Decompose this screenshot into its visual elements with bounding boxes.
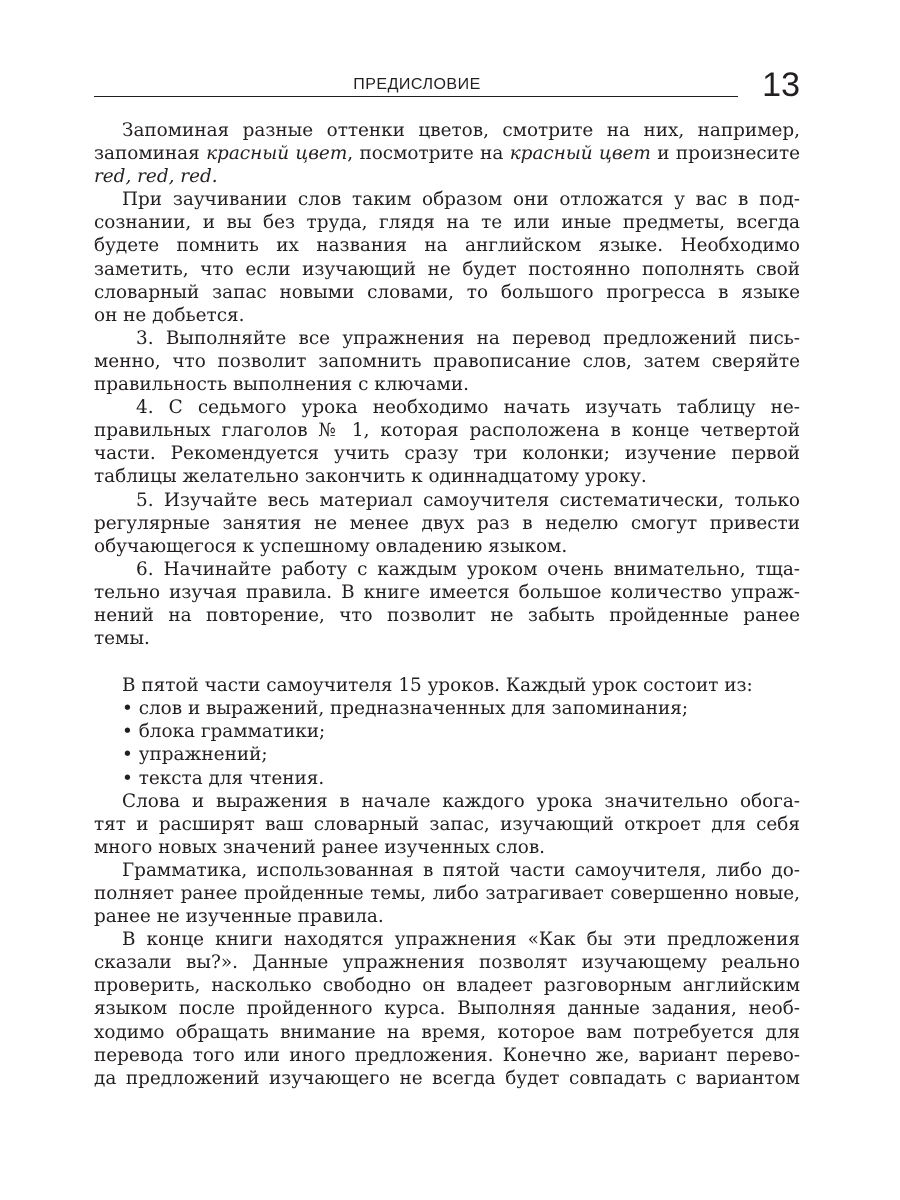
text-line: перевода того или иного предложения. Конечно же, вариант перево- (94, 1044, 800, 1066)
text-line: проверить, насколько свободно он владеет разговорным английским (94, 975, 800, 997)
paragraph (94, 697, 800, 789)
paragraph (94, 790, 800, 859)
text-run: запоминая (94, 143, 207, 165)
text-line: менно, что позволит запомнить правописание слов, затем сверяйте (94, 350, 800, 372)
text-line: • упражнений; (122, 744, 268, 766)
paragraph (94, 327, 800, 396)
text-line: В пятой части самоучителя 15 уроков. Каждый урок состоит из: (122, 675, 753, 697)
text-line (94, 142, 800, 165)
text-line: • блока грамматики; (122, 721, 326, 743)
text-line: 6. Начинайте работу с каждым уроком очень внимательно, тща- (136, 558, 800, 580)
italic-term: red, red, red. (94, 166, 218, 188)
text-line: много новых значений ранее изученных слов. (94, 836, 546, 858)
paragraph (94, 119, 800, 188)
paragraph (94, 188, 800, 327)
paragraph (94, 396, 800, 488)
paragraph (94, 928, 800, 1090)
paragraph (94, 558, 800, 650)
text-line: языком после пройденного курса. Выполняя данные задания, необ- (94, 998, 800, 1020)
text-line: регулярные занятия не менее двух раз в неделю смогут привести (94, 512, 800, 534)
text-line: он не добьется. (94, 304, 245, 326)
text-line: таблицы желательно закончить к одиннадцатому уроку. (94, 466, 647, 488)
body-text (94, 119, 800, 1090)
text-line: Запоминая разные оттенки цветов, смотрите на них, например, (122, 120, 800, 141)
text-line: ходимо обращать внимание на время, которое вам потребуется для (94, 1021, 800, 1043)
paragraph (94, 859, 800, 928)
running-header (94, 66, 800, 106)
text-line: правильных глаголов № 1, которая расположена в конце четвертой (94, 420, 800, 442)
text-line: • слов и выражений, предназначенных для запоминания; (122, 698, 689, 720)
paragraph-gap (94, 650, 800, 674)
section-title: ПРЕДИСЛОВИЕ (353, 76, 481, 93)
text-line: сказали вы?». Данные упражнения позволят изучающему реально (94, 952, 800, 974)
text-line: 5. Изучайте весь материал самоучителя систематически, только (136, 489, 800, 511)
text-line: 4. С седьмого урока необходимо начать изучать таблицу не- (136, 397, 800, 419)
text-line: правильность выполнения с ключами. (94, 374, 469, 396)
text-line: обучающегося к успешному овладению языком. (94, 535, 568, 557)
text-line: заметить, что если изучающий не будет постоянно пополнять свой (94, 258, 800, 280)
text-line (94, 165, 800, 188)
text-line: тельно изучая правила. В книге имеется большое количество упраж- (94, 581, 800, 603)
text-line: словарный запас новыми словами, то большого прогресса в языке (94, 281, 800, 303)
text-line: да предложений изучающего не всегда будет совпадать с вариантом (94, 1067, 800, 1089)
text-line: При заучивании слов таким образом они отложатся у вас в под- (122, 189, 800, 211)
text-line: части. Рекомендуется учить сразу три колонки; изучение первой (94, 443, 800, 465)
text-line: полняет ранее пройденные темы, либо затрагивает совершенно новые, (94, 883, 800, 904)
header-rule (94, 96, 738, 97)
page-number: 13 (762, 66, 800, 104)
text-line: • текста для чтения. (122, 767, 325, 789)
paragraph (94, 674, 800, 697)
text-line: тят и расширят ваш словарный запас, изучающий откроет для себя (94, 813, 800, 835)
text-line: темы. (94, 628, 150, 650)
paragraph (94, 489, 800, 558)
text-run: , посмотрите на (347, 143, 510, 165)
italic-term: красный цвет (206, 143, 348, 165)
text-line: В конце книги находятся упражнения «Как бы эти предложения (122, 929, 800, 951)
text-line: будете помнить их названия на английском языке. Необходимо (94, 235, 800, 257)
text-line: нений на повторение, что позволит не забыть пройденные ранее (94, 604, 800, 626)
text-run: и произнесите (650, 143, 800, 165)
text-line: Грамматика, использованная в пятой части самоучителя, либо до- (122, 859, 800, 881)
text-line: ранее не изученные правила. (94, 906, 384, 928)
italic-term: красный цвет (509, 143, 651, 165)
text-line: Слова и выражения в начале каждого урока значительно обога- (122, 790, 800, 812)
text-line: сознании, и вы без труда, глядя на те или иные предметы, всегда (94, 212, 800, 234)
text-line: 3. Выполняйте все упражнения на перевод предложений пись- (136, 327, 800, 349)
